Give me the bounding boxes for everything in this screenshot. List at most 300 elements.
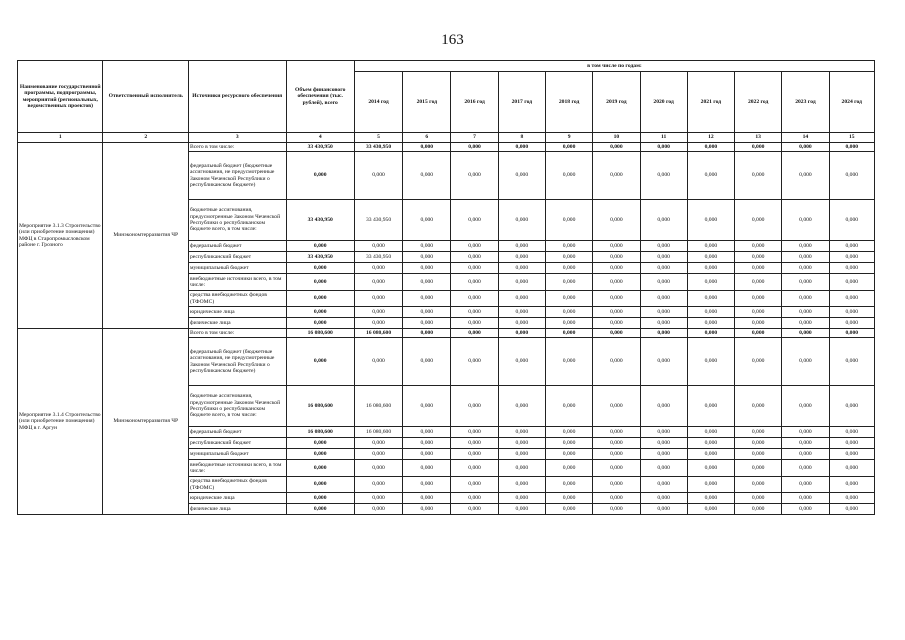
year-value: 0,000 [403, 438, 451, 449]
total-value: 33 430,950 [286, 200, 354, 241]
year-value: 0,000 [593, 291, 640, 307]
activity-name: Мероприятие 3.1.4 Строительство (или приобретение помещения) МФЦ в г. Аргун [18, 329, 103, 515]
year-value: 0,000 [451, 438, 498, 449]
year-value: 0,000 [498, 493, 545, 504]
year-value: 0,000 [354, 318, 402, 329]
year-value: 0,000 [735, 307, 782, 318]
year-value: 0,000 [545, 307, 592, 318]
total-value: 0,000 [286, 263, 354, 274]
year-value: 0,000 [403, 427, 451, 438]
year-value: 0,000 [782, 307, 829, 318]
source-label: муниципальный бюджет [188, 263, 286, 274]
year-value: 0,000 [640, 386, 687, 427]
header-program-name: Наименование государственной программы, подпрограммы, мероприятий (региональных, ведомственных проектов) [18, 61, 103, 133]
year-value: 0,000 [451, 329, 498, 338]
funding-table [17, 60, 875, 515]
year-value: 0,000 [782, 274, 829, 291]
year-value: 0,000 [829, 152, 874, 200]
year-value: 0,000 [593, 143, 640, 152]
year-value: 0,000 [403, 477, 451, 493]
year-value: 0,000 [735, 449, 782, 460]
year-value: 0,000 [640, 438, 687, 449]
year-value: 0,000 [829, 386, 874, 427]
year-value: 0,000 [403, 493, 451, 504]
year-value: 0,000 [545, 200, 592, 241]
year-value: 0,000 [829, 449, 874, 460]
year-value: 0,000 [545, 263, 592, 274]
year-value: 0,000 [545, 427, 592, 438]
year-value: 0,000 [735, 504, 782, 515]
year-value: 0,000 [593, 274, 640, 291]
year-value: 0,000 [451, 477, 498, 493]
total-value: 0,000 [286, 291, 354, 307]
year-value: 0,000 [735, 143, 782, 152]
year-value: 0,000 [354, 493, 402, 504]
source-label: бюджетные ассигнования, предусмотренные Законом Чеченской Республики о республиканском бюджете всего, в том числе: [188, 386, 286, 427]
year-value: 0,000 [640, 263, 687, 274]
year-value: 0,000 [498, 263, 545, 274]
year-value: 0,000 [735, 274, 782, 291]
year-value: 0,000 [687, 493, 734, 504]
year-value: 0,000 [498, 449, 545, 460]
year-value: 0,000 [545, 460, 592, 477]
year-value: 0,000 [687, 263, 734, 274]
year-value: 0,000 [451, 143, 498, 152]
year-value: 0,000 [687, 338, 734, 386]
year-value: 0,000 [498, 152, 545, 200]
column-index-row [18, 133, 875, 143]
source-label: федеральный бюджет [188, 241, 286, 252]
year-value: 0,000 [735, 200, 782, 241]
column-index: 4 [286, 133, 354, 143]
year-value: 0,000 [545, 338, 592, 386]
total-value: 16 080,600 [286, 386, 354, 427]
year-value: 0,000 [640, 291, 687, 307]
year-value: 0,000 [829, 427, 874, 438]
year-value: 0,000 [782, 200, 829, 241]
column-index: 1 [18, 133, 103, 143]
year-value: 0,000 [640, 460, 687, 477]
header-year: 2024 год [829, 72, 874, 133]
year-value: 0,000 [593, 438, 640, 449]
year-value: 0,000 [782, 460, 829, 477]
year-value: 0,000 [498, 318, 545, 329]
column-index: 8 [498, 133, 545, 143]
year-value: 0,000 [545, 449, 592, 460]
year-value: 0,000 [354, 338, 402, 386]
year-value: 0,000 [640, 329, 687, 338]
source-label: республиканский бюджет [188, 252, 286, 263]
activity-name: Мероприятие 3.1.3 Строительство (или приобретение помещения) МФЦ в Старопромысловском районе г. Грозного [18, 143, 103, 329]
total-value: 0,000 [286, 493, 354, 504]
year-value: 0,000 [593, 460, 640, 477]
source-label: внебюджетные источники всего, в том числе: [188, 460, 286, 477]
year-value: 0,000 [829, 460, 874, 477]
year-value: 0,000 [782, 338, 829, 386]
year-value: 0,000 [640, 200, 687, 241]
year-value: 0,000 [451, 291, 498, 307]
source-label: республиканский бюджет [188, 438, 286, 449]
year-value: 0,000 [403, 274, 451, 291]
total-value: 0,000 [286, 152, 354, 200]
total-value: 33 430,950 [286, 252, 354, 263]
year-value: 0,000 [593, 318, 640, 329]
year-value: 0,000 [735, 318, 782, 329]
year-value: 0,000 [451, 504, 498, 515]
year-value: 0,000 [735, 152, 782, 200]
source-label: федеральный бюджет (бюджетные ассигнования, не предусмотренные Законом Чеченской Республики о республиканском бюджете) [188, 338, 286, 386]
year-value: 0,000 [593, 504, 640, 515]
column-index: 10 [593, 133, 640, 143]
header-year: 2015 год [403, 72, 451, 133]
year-value: 0,000 [403, 460, 451, 477]
year-value: 0,000 [640, 318, 687, 329]
year-value: 0,000 [593, 427, 640, 438]
year-value: 0,000 [403, 318, 451, 329]
year-value: 0,000 [451, 318, 498, 329]
year-value: 0,000 [782, 493, 829, 504]
year-value: 0,000 [782, 438, 829, 449]
year-value: 0,000 [403, 504, 451, 515]
column-index: 5 [354, 133, 402, 143]
year-value: 0,000 [829, 338, 874, 386]
year-value: 0,000 [354, 241, 402, 252]
year-value: 0,000 [451, 386, 498, 427]
year-value: 0,000 [498, 200, 545, 241]
header-year: 2022 год [735, 72, 782, 133]
year-value: 0,000 [640, 252, 687, 263]
page-number: 163 [441, 32, 464, 48]
year-value: 0,000 [498, 274, 545, 291]
year-value: 0,000 [829, 252, 874, 263]
year-value: 0,000 [640, 338, 687, 386]
source-label: внебюджетные источники всего, в том числе: [188, 274, 286, 291]
year-value: 0,000 [354, 449, 402, 460]
header-sources: Источники ресурсного обеспечения [188, 61, 286, 133]
year-value: 0,000 [451, 307, 498, 318]
year-value: 0,000 [545, 504, 592, 515]
year-value: 0,000 [735, 338, 782, 386]
year-value: 0,000 [545, 493, 592, 504]
year-value: 0,000 [735, 460, 782, 477]
year-value: 0,000 [687, 291, 734, 307]
year-value: 0,000 [829, 493, 874, 504]
year-value: 0,000 [829, 143, 874, 152]
year-value: 0,000 [829, 438, 874, 449]
year-value: 0,000 [687, 143, 734, 152]
year-value: 0,000 [687, 504, 734, 515]
year-value: 0,000 [354, 274, 402, 291]
year-value: 0,000 [782, 427, 829, 438]
year-value: 16 080,600 [354, 329, 402, 338]
source-label: Всего в том числе: [188, 143, 286, 152]
header-year: 2023 год [782, 72, 829, 133]
year-value: 0,000 [829, 318, 874, 329]
header-year: 2016 год [451, 72, 498, 133]
year-value: 0,000 [403, 241, 451, 252]
year-value: 0,000 [593, 386, 640, 427]
year-value: 0,000 [498, 291, 545, 307]
year-value: 0,000 [687, 449, 734, 460]
year-value: 0,000 [593, 329, 640, 338]
source-label: федеральный бюджет (бюджетные ассигнования, не предусмотренные Законом Чеченской Республики о республиканском бюджете) [188, 152, 286, 200]
year-value: 0,000 [403, 152, 451, 200]
year-value: 0,000 [687, 307, 734, 318]
column-index: 2 [103, 133, 188, 143]
year-value: 0,000 [782, 143, 829, 152]
year-value: 0,000 [498, 427, 545, 438]
year-value: 0,000 [593, 263, 640, 274]
year-value: 0,000 [829, 307, 874, 318]
year-value: 0,000 [735, 427, 782, 438]
year-value: 0,000 [687, 152, 734, 200]
year-value: 0,000 [451, 338, 498, 386]
year-value: 0,000 [640, 152, 687, 200]
year-value: 0,000 [403, 291, 451, 307]
year-value: 0,000 [403, 449, 451, 460]
year-value: 0,000 [451, 252, 498, 263]
year-value: 0,000 [782, 386, 829, 427]
year-value: 0,000 [451, 449, 498, 460]
year-value: 0,000 [545, 477, 592, 493]
year-value: 0,000 [403, 200, 451, 241]
year-value: 0,000 [687, 274, 734, 291]
year-value: 0,000 [640, 274, 687, 291]
year-value: 0,000 [687, 241, 734, 252]
year-value: 0,000 [498, 338, 545, 386]
header-total-volume: Объем финансового обеспечения (тыс. рублей), всего [286, 61, 354, 133]
year-value: 16 080,600 [354, 427, 402, 438]
year-value: 0,000 [735, 241, 782, 252]
year-value: 0,000 [354, 291, 402, 307]
year-value: 0,000 [593, 200, 640, 241]
year-value: 0,000 [782, 449, 829, 460]
year-value: 0,000 [545, 274, 592, 291]
year-value: 0,000 [829, 477, 874, 493]
year-value: 0,000 [403, 386, 451, 427]
year-value: 0,000 [498, 477, 545, 493]
year-value: 0,000 [829, 274, 874, 291]
year-value: 16 080,600 [354, 386, 402, 427]
year-value: 0,000 [498, 252, 545, 263]
year-value: 0,000 [498, 241, 545, 252]
year-value: 0,000 [735, 329, 782, 338]
year-value: 0,000 [498, 460, 545, 477]
year-value: 0,000 [829, 504, 874, 515]
header-year: 2017 год [498, 72, 545, 133]
year-value: 0,000 [354, 263, 402, 274]
year-value: 0,000 [640, 493, 687, 504]
column-index: 12 [687, 133, 734, 143]
year-value: 0,000 [829, 241, 874, 252]
total-value: 0,000 [286, 460, 354, 477]
year-value: 0,000 [403, 307, 451, 318]
source-label: бюджетные ассигнования, предусмотренные Законом Чеченской Республики о республиканском бюджете всего, в том числе: [188, 200, 286, 241]
year-value: 0,000 [829, 291, 874, 307]
total-value: 16 080,600 [286, 427, 354, 438]
year-value: 0,000 [354, 152, 402, 200]
year-value: 0,000 [451, 263, 498, 274]
year-value: 0,000 [735, 291, 782, 307]
year-value: 0,000 [451, 493, 498, 504]
year-value: 0,000 [354, 438, 402, 449]
year-value: 0,000 [687, 427, 734, 438]
total-value: 0,000 [286, 338, 354, 386]
year-value: 0,000 [498, 438, 545, 449]
year-value: 0,000 [782, 263, 829, 274]
source-label: физические лица [188, 504, 286, 515]
source-label: федеральный бюджет [188, 427, 286, 438]
year-value: 0,000 [640, 143, 687, 152]
year-value: 0,000 [593, 152, 640, 200]
column-index: 6 [403, 133, 451, 143]
year-value: 0,000 [640, 241, 687, 252]
year-value: 0,000 [735, 438, 782, 449]
column-index: 7 [451, 133, 498, 143]
total-value: 0,000 [286, 504, 354, 515]
executor-name: Минэкономтерразвития ЧР [103, 329, 188, 515]
column-index: 9 [545, 133, 592, 143]
year-value: 0,000 [640, 504, 687, 515]
year-value: 0,000 [829, 263, 874, 274]
year-value: 0,000 [403, 329, 451, 338]
year-value: 0,000 [354, 307, 402, 318]
year-value: 0,000 [782, 477, 829, 493]
year-value: 0,000 [593, 338, 640, 386]
year-value: 0,000 [687, 460, 734, 477]
total-value: 16 080,600 [286, 329, 354, 338]
header-by-year: в том числе по годам: [354, 61, 874, 72]
year-value: 0,000 [593, 493, 640, 504]
year-value: 0,000 [545, 241, 592, 252]
year-value: 0,000 [545, 329, 592, 338]
column-index: 3 [188, 133, 286, 143]
source-label: Всего в том числе: [188, 329, 286, 338]
year-value: 0,000 [403, 338, 451, 386]
total-value: 0,000 [286, 274, 354, 291]
header-executor: Ответственный исполнитель [103, 61, 188, 133]
column-index: 11 [640, 133, 687, 143]
total-value: 0,000 [286, 318, 354, 329]
year-value: 0,000 [782, 504, 829, 515]
year-value: 0,000 [735, 386, 782, 427]
source-label: физические лица [188, 318, 286, 329]
year-value: 0,000 [545, 252, 592, 263]
year-value: 0,000 [451, 460, 498, 477]
year-value: 0,000 [498, 386, 545, 427]
total-value: 0,000 [286, 241, 354, 252]
year-value: 0,000 [687, 318, 734, 329]
year-value: 0,000 [451, 274, 498, 291]
year-value: 0,000 [545, 438, 592, 449]
column-index: 13 [735, 133, 782, 143]
total-value: 33 430,950 [286, 143, 354, 152]
header-year: 2021 год [687, 72, 734, 133]
year-value: 0,000 [829, 329, 874, 338]
year-value: 0,000 [687, 386, 734, 427]
year-value: 0,000 [498, 307, 545, 318]
header-year: 2020 год [640, 72, 687, 133]
year-value: 0,000 [782, 291, 829, 307]
year-value: 0,000 [687, 252, 734, 263]
year-value: 0,000 [782, 329, 829, 338]
year-value: 0,000 [640, 477, 687, 493]
year-value: 0,000 [451, 200, 498, 241]
year-value: 0,000 [498, 504, 545, 515]
header-year: 2014 год [354, 72, 402, 133]
source-label: юридические лица [188, 493, 286, 504]
year-value: 33 430,950 [354, 200, 402, 241]
source-label: средства внебюджетных фондов (ТФОМС) [188, 291, 286, 307]
year-value: 0,000 [451, 241, 498, 252]
year-value: 0,000 [545, 152, 592, 200]
year-value: 0,000 [640, 427, 687, 438]
year-value: 33 430,950 [354, 143, 402, 152]
total-value: 0,000 [286, 438, 354, 449]
year-value: 0,000 [545, 143, 592, 152]
year-value: 0,000 [687, 438, 734, 449]
year-value: 0,000 [593, 307, 640, 318]
year-value: 0,000 [687, 200, 734, 241]
year-value: 0,000 [403, 252, 451, 263]
year-value: 0,000 [687, 329, 734, 338]
year-value: 0,000 [687, 477, 734, 493]
year-value: 0,000 [829, 200, 874, 241]
year-value: 0,000 [640, 449, 687, 460]
year-value: 0,000 [735, 477, 782, 493]
year-value: 0,000 [640, 307, 687, 318]
year-value: 0,000 [451, 152, 498, 200]
year-value: 0,000 [498, 143, 545, 152]
table-row [18, 329, 875, 338]
year-value: 0,000 [782, 318, 829, 329]
year-value: 0,000 [593, 252, 640, 263]
total-value: 0,000 [286, 449, 354, 460]
year-value: 0,000 [451, 427, 498, 438]
source-label: муниципальный бюджет [188, 449, 286, 460]
year-value: 0,000 [593, 477, 640, 493]
year-value: 0,000 [593, 241, 640, 252]
source-label: юридические лица [188, 307, 286, 318]
year-value: 0,000 [782, 241, 829, 252]
total-value: 0,000 [286, 307, 354, 318]
year-value: 0,000 [354, 504, 402, 515]
header-year: 2018 год [545, 72, 592, 133]
year-value: 0,000 [403, 143, 451, 152]
year-value: 0,000 [403, 263, 451, 274]
year-value: 0,000 [782, 252, 829, 263]
year-value: 33 430,950 [354, 252, 402, 263]
year-value: 0,000 [782, 152, 829, 200]
year-value: 0,000 [735, 252, 782, 263]
year-value: 0,000 [735, 263, 782, 274]
year-value: 0,000 [545, 291, 592, 307]
year-value: 0,000 [593, 449, 640, 460]
year-value: 0,000 [735, 493, 782, 504]
column-index: 15 [829, 133, 874, 143]
source-label: средства внебюджетных фондов (ТФОМС) [188, 477, 286, 493]
year-value: 0,000 [545, 318, 592, 329]
executor-name: Минэкономтерразвития ЧР [103, 143, 188, 329]
header-year: 2019 год [593, 72, 640, 133]
total-value: 0,000 [286, 477, 354, 493]
column-index: 14 [782, 133, 829, 143]
table-row [18, 143, 875, 152]
year-value: 0,000 [545, 386, 592, 427]
year-value: 0,000 [354, 460, 402, 477]
year-value: 0,000 [498, 329, 545, 338]
year-value: 0,000 [354, 477, 402, 493]
